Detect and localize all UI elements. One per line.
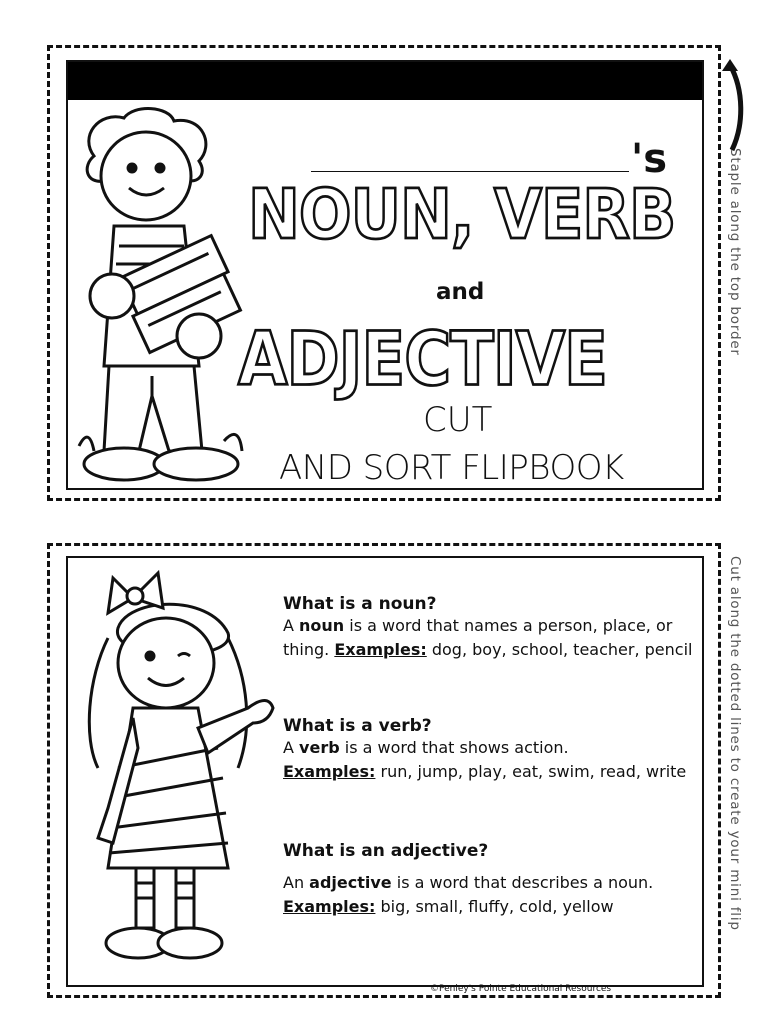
noun-examples-label: Examples:	[334, 640, 427, 659]
title-sort-flipbook: AND SORT FLIPBOOK	[279, 448, 624, 488]
adjective-answer: An adjective is a word that describes a noun. Examples: big, small, fluffy, cold, yellow	[283, 873, 654, 916]
girl-waving-illustration	[78, 568, 283, 978]
title-noun-verb: NOUN, VERB	[248, 174, 676, 255]
noun-examples: dog, boy, school, teacher, pencil	[426, 640, 693, 659]
title-and: and	[436, 279, 485, 305]
title-adjective: ADJECTIVE	[238, 318, 607, 404]
adjective-term: adjective	[309, 873, 392, 892]
verb-term: verb	[299, 738, 340, 757]
curved-arrow-icon	[718, 55, 758, 155]
noun-answer: A noun is a word that names a person, place, or thing. Examples: dog, boy, school, teacher, pencil	[283, 616, 693, 659]
name-blank-line	[311, 170, 629, 172]
possessive-suffix: 's	[631, 136, 668, 182]
verb-examples: run, jump, play, eat, swim, read, write	[375, 762, 687, 781]
staple-instruction: Staple along the top border	[727, 148, 743, 356]
definitions-card	[66, 556, 704, 987]
cut-instruction: Cut along the dotted lines to create your mini flip	[727, 556, 743, 931]
title-cut: CUT	[423, 400, 493, 440]
adjective-definition	[283, 841, 703, 919]
cover-header-bar	[68, 62, 702, 100]
verb-examples-label: Examples:	[283, 762, 376, 781]
noun-definition	[283, 594, 703, 662]
cover-panel	[47, 45, 721, 501]
verb-answer: A verb is a word that shows action. Examples: run, jump, play, eat, swim, read, write	[283, 738, 687, 781]
adjective-examples: big, small, fluffy, cold, yellow	[375, 897, 614, 916]
adjective-question: What is an adjective?	[283, 841, 489, 861]
noun-question: What is a noun?	[283, 594, 437, 614]
verb-definition	[283, 716, 703, 784]
noun-term: noun	[299, 616, 345, 635]
verb-question: What is a verb?	[283, 716, 432, 736]
definitions-panel	[47, 543, 721, 998]
adjective-examples-label: Examples:	[283, 897, 376, 916]
cover-card	[66, 60, 704, 490]
boy-with-books-illustration	[74, 106, 249, 488]
copyright-notice: ©Penley's Pointe Educational Resources	[430, 984, 612, 994]
